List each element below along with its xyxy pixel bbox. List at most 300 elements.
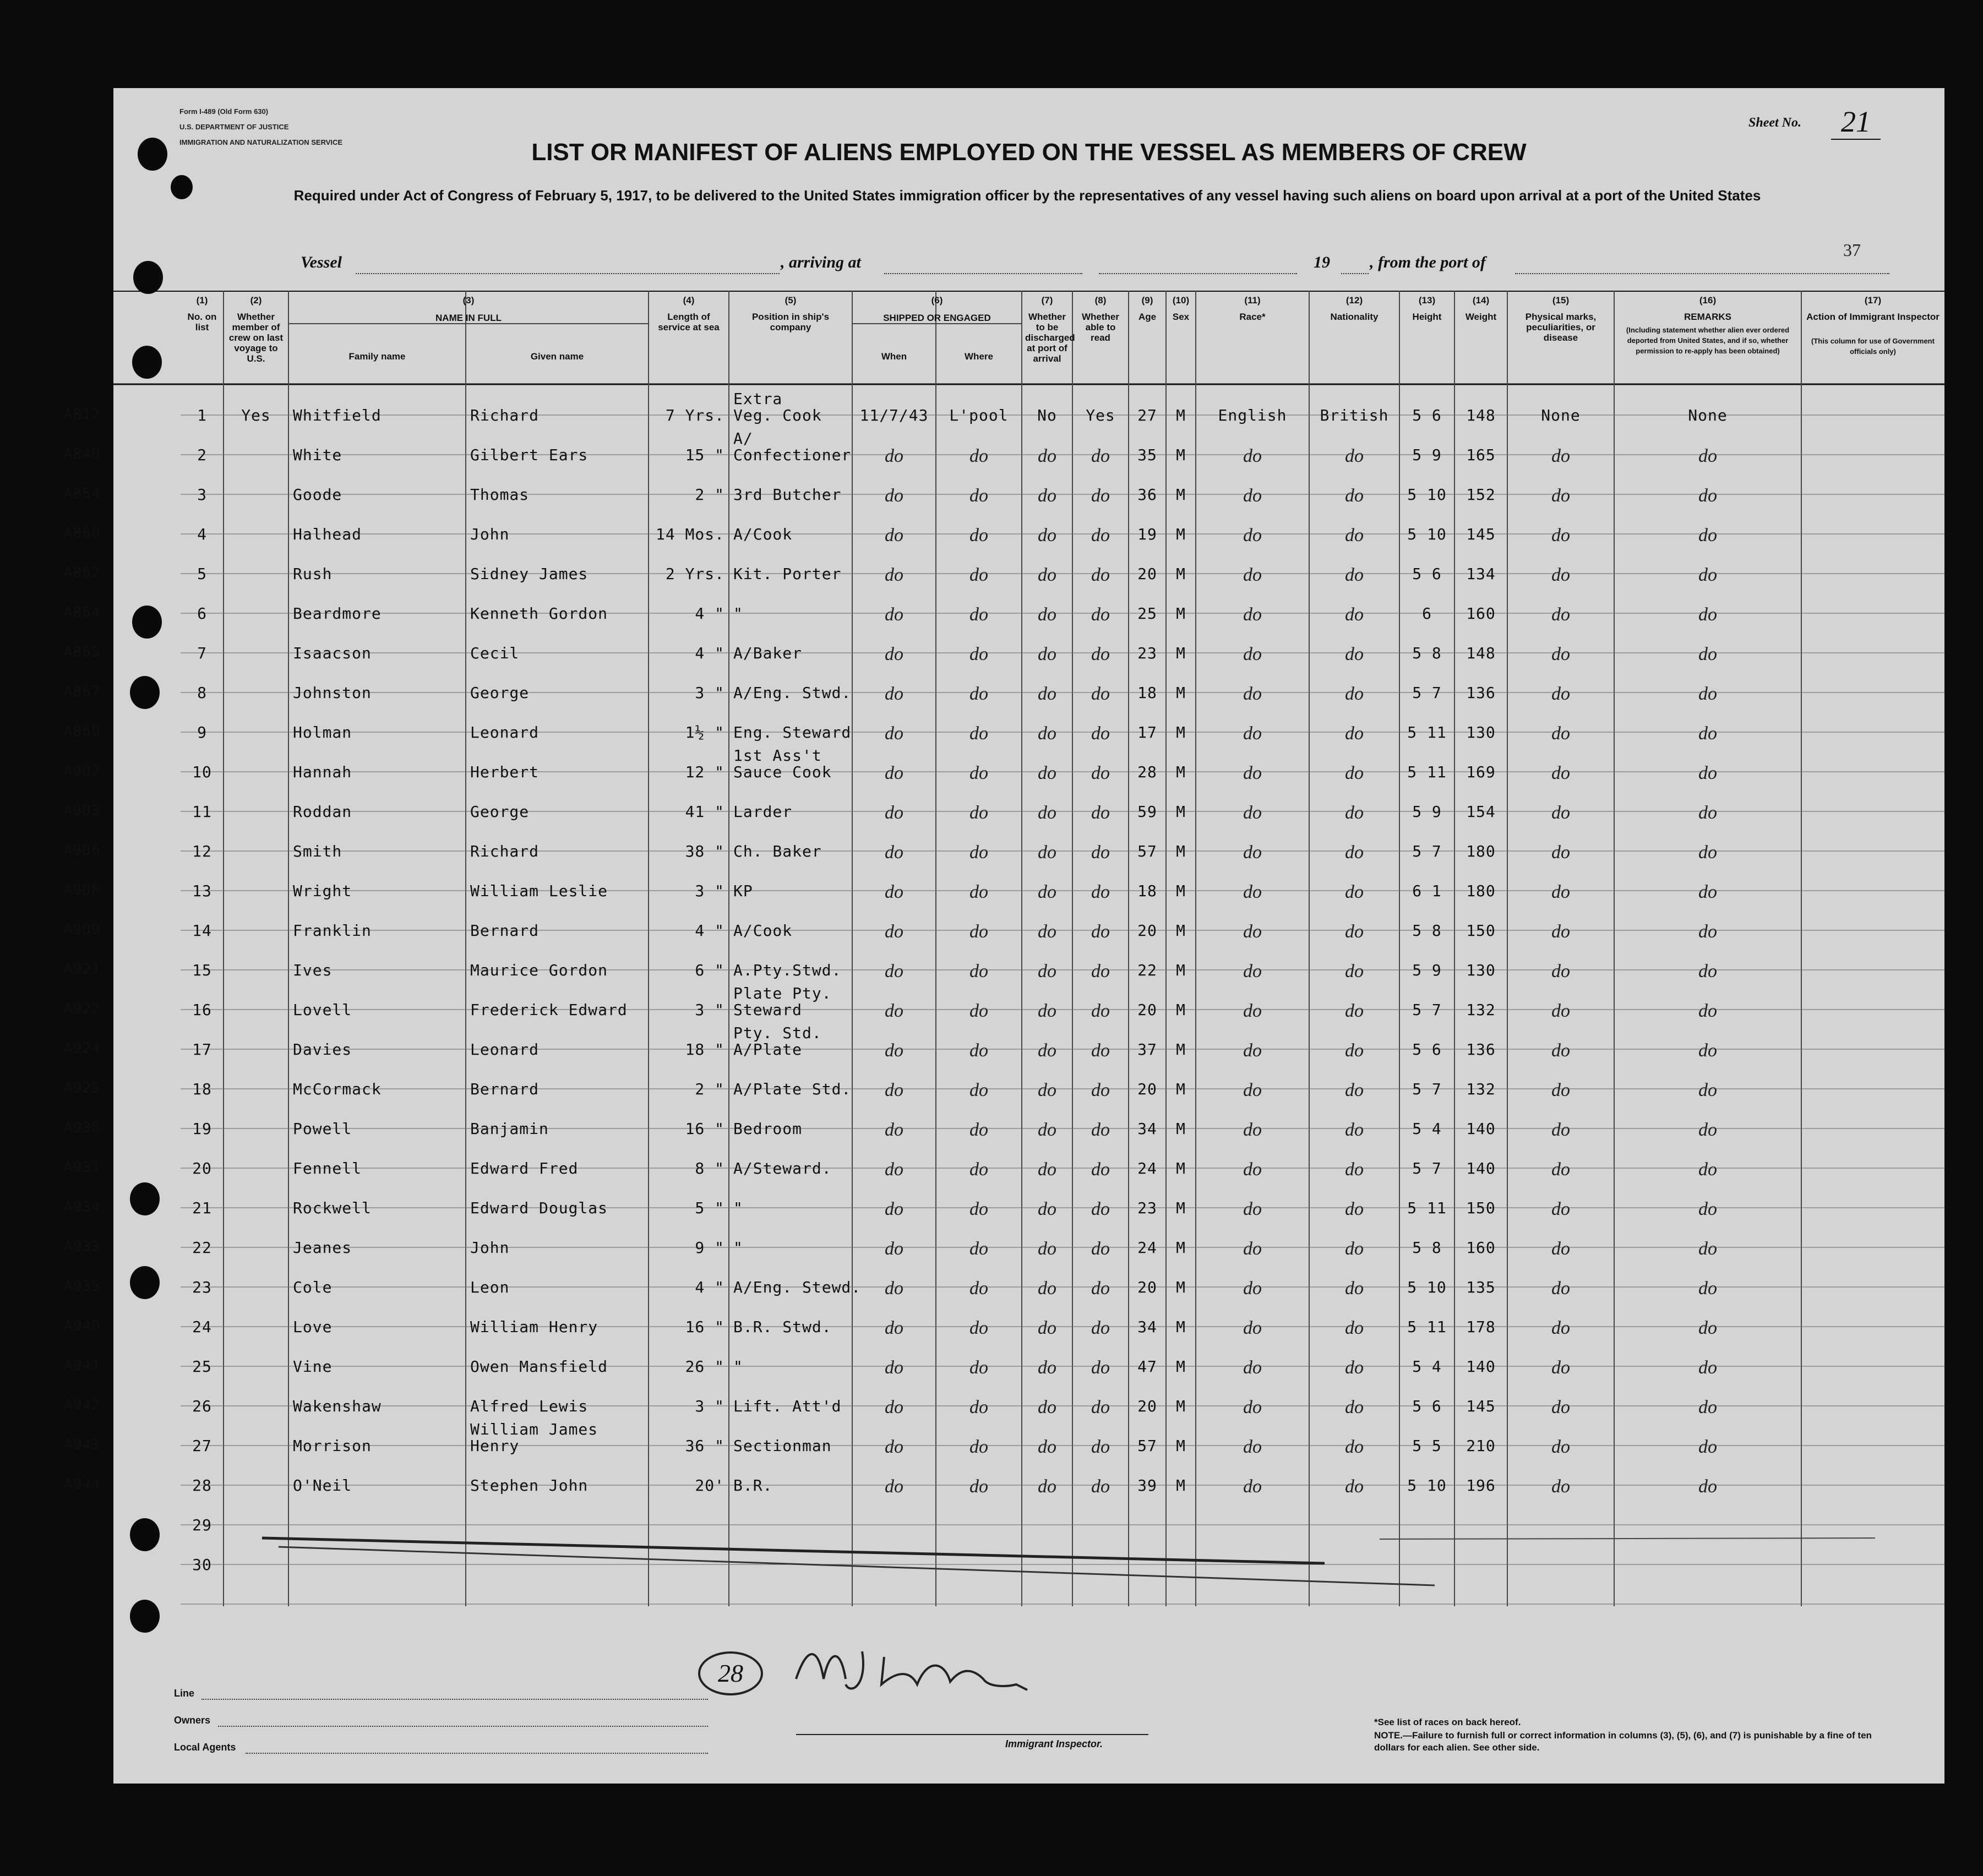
cell-given: Banjamin bbox=[470, 1120, 549, 1138]
cell-position: A.Pty.Stwd. bbox=[733, 961, 842, 979]
cell-age: 20 bbox=[1137, 1278, 1157, 1296]
cell-marks: do bbox=[1551, 723, 1570, 744]
cell-nat: do bbox=[1345, 1080, 1364, 1100]
cell-given: Thomas bbox=[470, 486, 530, 504]
cell-family: Beardmore bbox=[293, 604, 382, 623]
table-row bbox=[64, 984, 1944, 1029]
cell-weight: 130 bbox=[1466, 961, 1496, 979]
cell-prev: Yes bbox=[241, 406, 271, 424]
cell-where: do bbox=[969, 565, 988, 585]
cell-position: A/Steward. bbox=[733, 1159, 832, 1177]
cell-marks: do bbox=[1551, 1357, 1570, 1378]
cell-weight: 210 bbox=[1466, 1437, 1496, 1455]
cell-no: 30 bbox=[192, 1556, 212, 1574]
cell-id: A869 bbox=[64, 723, 101, 740]
cell-marks: do bbox=[1551, 882, 1570, 902]
cell-service: 3 " bbox=[695, 1001, 724, 1019]
cell-height: 6 1 bbox=[1412, 882, 1442, 900]
cell-when: 11/7/43 bbox=[859, 406, 929, 424]
cell-when: do bbox=[885, 763, 903, 783]
cell-service: 5 " bbox=[695, 1199, 724, 1217]
cell-age: 28 bbox=[1137, 763, 1157, 781]
cell-weight: 130 bbox=[1466, 723, 1496, 741]
cell-family: Powell bbox=[293, 1120, 352, 1138]
cell-read: do bbox=[1091, 1080, 1110, 1100]
cell-when: do bbox=[885, 604, 903, 625]
cell-age: 34 bbox=[1137, 1120, 1157, 1138]
cell-when: do bbox=[885, 1397, 903, 1417]
col-number-c16: (16) bbox=[1699, 295, 1717, 306]
col-number-c15: (15) bbox=[1552, 295, 1570, 306]
cell-height: 5 7 bbox=[1412, 842, 1442, 860]
table-row bbox=[64, 1346, 1944, 1386]
punch-hole bbox=[130, 1600, 160, 1633]
cell-id: A854 bbox=[64, 486, 101, 502]
cell-no: 23 bbox=[192, 1278, 212, 1296]
cell-race: do bbox=[1243, 842, 1262, 863]
cell-read: do bbox=[1091, 1001, 1110, 1021]
cell-where: do bbox=[969, 684, 988, 704]
col-label-c9: Age bbox=[1138, 312, 1157, 322]
col-label-c16: REMARKS bbox=[1684, 312, 1731, 322]
cell-remarks: do bbox=[1698, 1040, 1717, 1061]
cell-no: 16 bbox=[192, 1001, 212, 1019]
cell-no: 15 bbox=[192, 961, 212, 979]
cell-marks: do bbox=[1551, 921, 1570, 942]
cell-given: John bbox=[470, 525, 510, 543]
cell-sex: M bbox=[1176, 1001, 1186, 1019]
cell-no: 2 bbox=[197, 446, 207, 464]
cell-where: do bbox=[969, 1357, 988, 1378]
cell-family: Smith bbox=[293, 842, 342, 860]
cell-when: do bbox=[885, 1199, 903, 1219]
cell-remarks: do bbox=[1698, 486, 1717, 506]
cell-id: A942 bbox=[64, 1397, 101, 1414]
cell-where: do bbox=[969, 1318, 988, 1338]
table-row bbox=[64, 1188, 1944, 1228]
cell-nat: do bbox=[1345, 486, 1364, 506]
col-number-c12: (12) bbox=[1345, 295, 1363, 306]
cell-sex: M bbox=[1176, 803, 1186, 821]
cell-remarks: do bbox=[1698, 1199, 1717, 1219]
cell-sex: M bbox=[1176, 882, 1186, 900]
cell-given: Owen Mansfield bbox=[470, 1357, 608, 1376]
cell-nat: do bbox=[1345, 644, 1364, 664]
table-row bbox=[64, 871, 1944, 910]
cell-nat: do bbox=[1345, 1199, 1364, 1219]
cell-no: 14 bbox=[192, 921, 212, 940]
cell-position: Sectionman bbox=[733, 1437, 832, 1455]
cell-position: A/Plate Std. bbox=[733, 1080, 852, 1098]
cell-nat: do bbox=[1345, 604, 1364, 625]
cell-weight: 169 bbox=[1466, 763, 1496, 781]
cell-nat: do bbox=[1345, 1159, 1364, 1180]
cell-race: do bbox=[1243, 1120, 1262, 1140]
form-number: Form I-489 (Old Form 630) bbox=[179, 107, 269, 116]
cell-age: 20 bbox=[1137, 921, 1157, 940]
cell-id: A909 bbox=[64, 921, 101, 938]
sheet-number: 21 bbox=[1831, 105, 1881, 140]
cell-no: 27 bbox=[192, 1437, 212, 1455]
table-row bbox=[64, 633, 1944, 673]
cell-disch: do bbox=[1038, 1397, 1056, 1417]
cell-sex: M bbox=[1176, 565, 1186, 583]
cell-race: do bbox=[1243, 1437, 1262, 1457]
cell-sex: M bbox=[1176, 1437, 1186, 1455]
punch-hole bbox=[132, 346, 162, 379]
cell-weight: 140 bbox=[1466, 1357, 1496, 1376]
cell-service: 12 " bbox=[685, 763, 724, 781]
cell-position: KP bbox=[733, 882, 753, 900]
cell-nat: do bbox=[1345, 1278, 1364, 1299]
cell-where: do bbox=[969, 763, 988, 783]
cell-age: 19 bbox=[1137, 525, 1157, 543]
cell-given: John bbox=[470, 1239, 510, 1257]
cell-no: 11 bbox=[192, 803, 212, 821]
cell-marks: do bbox=[1551, 446, 1570, 466]
cell-disch: No bbox=[1037, 406, 1057, 424]
cell-weight: 136 bbox=[1466, 684, 1496, 702]
cell-sex: M bbox=[1176, 684, 1186, 702]
cell-disch: do bbox=[1038, 1278, 1056, 1299]
cell-height: 5 9 bbox=[1412, 446, 1442, 464]
cell-height: 5 7 bbox=[1412, 684, 1442, 702]
cell-family: White bbox=[293, 446, 342, 464]
cell-height: 5 4 bbox=[1412, 1357, 1442, 1376]
cell-no: 8 bbox=[197, 684, 207, 702]
cell-weight: 154 bbox=[1466, 803, 1496, 821]
table-row bbox=[64, 593, 1944, 633]
cell-service: 2 " bbox=[695, 1080, 724, 1098]
cell-family: Roddan bbox=[293, 803, 352, 821]
cell-given: William Leslie bbox=[470, 882, 608, 900]
table-row bbox=[64, 831, 1944, 871]
cell-weight: 134 bbox=[1466, 565, 1496, 583]
cell-weight: 140 bbox=[1466, 1120, 1496, 1138]
cell-where: L'pool bbox=[949, 406, 1009, 424]
cell-height: 5 6 bbox=[1412, 406, 1442, 424]
cell-service: 6 " bbox=[695, 961, 724, 979]
cell-age: 20 bbox=[1137, 565, 1157, 583]
cell-read: do bbox=[1091, 882, 1110, 902]
cell-race: do bbox=[1243, 684, 1262, 704]
table-row bbox=[64, 1109, 1944, 1148]
cell-remarks: None bbox=[1688, 406, 1728, 424]
table-row bbox=[64, 950, 1944, 990]
cell-age: 17 bbox=[1137, 723, 1157, 741]
cell-id: A812 bbox=[64, 406, 101, 423]
page-number: 37 bbox=[1843, 240, 1861, 260]
cell-age: 20 bbox=[1137, 1397, 1157, 1415]
cell-race: do bbox=[1243, 1476, 1262, 1497]
cell-marks: do bbox=[1551, 644, 1570, 664]
cell-position: Pty. Std. A/Plate bbox=[733, 1024, 822, 1059]
table-row bbox=[64, 910, 1944, 950]
cell-given: Edward Douglas bbox=[470, 1199, 608, 1217]
cell-id: A931 bbox=[64, 1159, 101, 1176]
cell-family: Rockwell bbox=[293, 1199, 372, 1217]
cell-given: Stephen John bbox=[470, 1476, 589, 1495]
col-label-c4: Length of service at sea bbox=[658, 312, 720, 332]
cell-given: William Henry bbox=[470, 1318, 598, 1336]
cell-age: 23 bbox=[1137, 1199, 1157, 1217]
punch-hole bbox=[130, 1518, 160, 1551]
cell-height: 5 7 bbox=[1412, 1159, 1442, 1177]
cell-where: do bbox=[969, 1001, 988, 1021]
cell-family: Rush bbox=[293, 565, 333, 583]
cell-marks: do bbox=[1551, 604, 1570, 625]
cell-height: 5 11 bbox=[1407, 1318, 1447, 1336]
cell-race: do bbox=[1243, 1397, 1262, 1417]
cell-id: A849 bbox=[64, 446, 101, 462]
cell-family: Fennell bbox=[293, 1159, 362, 1177]
cell-age: 37 bbox=[1137, 1040, 1157, 1059]
cell-id: A922 bbox=[64, 1001, 101, 1017]
cell-remarks: do bbox=[1698, 565, 1717, 585]
cell-sex: M bbox=[1176, 446, 1186, 464]
cell-disch: do bbox=[1038, 1120, 1056, 1140]
cell-read: do bbox=[1091, 1159, 1110, 1180]
cell-remarks: do bbox=[1698, 1278, 1717, 1299]
cell-no: 1 bbox=[197, 406, 207, 424]
cell-weight: 150 bbox=[1466, 1199, 1496, 1217]
table-row bbox=[64, 673, 1944, 712]
cell-when: do bbox=[885, 565, 903, 585]
cell-sex: M bbox=[1176, 1318, 1186, 1336]
cell-family: O'Neil bbox=[293, 1476, 352, 1495]
cell-remarks: do bbox=[1698, 1239, 1717, 1259]
cell-position: Eng. Steward bbox=[733, 723, 852, 741]
cell-given: Alfred Lewis bbox=[470, 1397, 589, 1415]
cell-disch: do bbox=[1038, 842, 1056, 863]
cell-no: 29 bbox=[192, 1516, 212, 1534]
cell-nat: do bbox=[1345, 1120, 1364, 1140]
cell-service: 16 " bbox=[685, 1318, 724, 1336]
cell-family: Vine bbox=[293, 1357, 333, 1376]
cell-sex: M bbox=[1176, 1120, 1186, 1138]
cell-nat: do bbox=[1345, 1040, 1364, 1061]
cell-remarks: do bbox=[1698, 1159, 1717, 1180]
cell-given: William James Henry bbox=[470, 1420, 598, 1455]
cell-marks: do bbox=[1551, 1278, 1570, 1299]
cell-weight: 132 bbox=[1466, 1001, 1496, 1019]
cell-sex: M bbox=[1176, 604, 1186, 623]
cell-id: A902 bbox=[64, 763, 101, 779]
cell-marks: do bbox=[1551, 1397, 1570, 1417]
cell-when: do bbox=[885, 803, 903, 823]
col-number-c14: (14) bbox=[1472, 295, 1490, 306]
cell-age: 35 bbox=[1137, 446, 1157, 464]
cell-remarks: do bbox=[1698, 684, 1717, 704]
cell-when: do bbox=[885, 525, 903, 546]
agents-label: Local Agents bbox=[174, 1742, 236, 1753]
cell-given: Leonard bbox=[470, 1040, 540, 1059]
cell-height: 5 11 bbox=[1407, 1199, 1447, 1217]
vessel-label: Vessel bbox=[301, 253, 342, 271]
cell-position: B.R. Stwd. bbox=[733, 1318, 832, 1336]
cell-where: do bbox=[969, 525, 988, 546]
cell-family: Franklin bbox=[293, 921, 372, 940]
cell-sex: M bbox=[1176, 961, 1186, 979]
cell-family: Isaacson bbox=[293, 644, 372, 662]
cell-age: 27 bbox=[1137, 406, 1157, 424]
cell-marks: do bbox=[1551, 1040, 1570, 1061]
cell-where: do bbox=[969, 723, 988, 744]
cell-race: do bbox=[1243, 446, 1262, 466]
cell-disch: do bbox=[1038, 1318, 1056, 1338]
cell-id: A903 bbox=[64, 803, 101, 819]
line-blank bbox=[201, 1699, 708, 1700]
cell-where: do bbox=[969, 961, 988, 981]
cell-height: 5 7 bbox=[1412, 1080, 1442, 1098]
cell-race: do bbox=[1243, 1001, 1262, 1021]
cell-service: 20' bbox=[695, 1476, 724, 1495]
cell-family: Morrison bbox=[293, 1437, 372, 1455]
form-title: LIST OR MANIFEST OF ALIENS EMPLOYED ON THE VESSEL AS MEMBERS OF CREW bbox=[531, 139, 1527, 166]
cell-age: 23 bbox=[1137, 644, 1157, 662]
cell-given: Frederick Edward bbox=[470, 1001, 628, 1019]
cell-when: do bbox=[885, 486, 903, 506]
cell-read: do bbox=[1091, 565, 1110, 585]
cell-when: do bbox=[885, 1080, 903, 1100]
cell-where: do bbox=[969, 604, 988, 625]
arriving-blank bbox=[884, 273, 1082, 274]
cell-read: do bbox=[1091, 1318, 1110, 1338]
cell-sex: M bbox=[1176, 1159, 1186, 1177]
cell-when: do bbox=[885, 1476, 903, 1497]
cell-read: do bbox=[1091, 1476, 1110, 1497]
cell-position: A/ Confectioner bbox=[733, 429, 852, 464]
col-label-c3: NAME IN FULL bbox=[435, 313, 502, 323]
cell-no: 24 bbox=[192, 1318, 212, 1336]
cell-disch: do bbox=[1038, 604, 1056, 625]
col-number-c8: (8) bbox=[1094, 295, 1107, 306]
cell-disch: do bbox=[1038, 1159, 1056, 1180]
cell-family: Ives bbox=[293, 961, 333, 979]
cell-when: do bbox=[885, 1159, 903, 1180]
cell-when: do bbox=[885, 921, 903, 942]
col-label-c10: Sex bbox=[1172, 312, 1190, 322]
cell-remarks: do bbox=[1698, 803, 1717, 823]
cell-when: do bbox=[885, 723, 903, 744]
cell-where: do bbox=[969, 1159, 988, 1180]
cell-race: English bbox=[1218, 406, 1287, 424]
cell-given: Bernard bbox=[470, 1080, 540, 1098]
cell-age: 24 bbox=[1137, 1239, 1157, 1257]
col-number-c1: (1) bbox=[196, 295, 208, 306]
cell-race: do bbox=[1243, 1159, 1262, 1180]
cell-id: A944 bbox=[64, 1476, 101, 1493]
cell-family: McCormack bbox=[293, 1080, 382, 1098]
punch-hole bbox=[130, 1182, 160, 1215]
cell-marks: do bbox=[1551, 1120, 1570, 1140]
cell-read: Yes bbox=[1086, 406, 1115, 424]
cell-family: Wright bbox=[293, 882, 352, 900]
cell-when: do bbox=[885, 1001, 903, 1021]
cell-race: do bbox=[1243, 565, 1262, 585]
cell-marks: do bbox=[1551, 565, 1570, 585]
cell-given: Leonard bbox=[470, 723, 540, 741]
cell-remarks: do bbox=[1698, 1437, 1717, 1457]
cell-nat: do bbox=[1345, 1357, 1364, 1378]
cell-race: do bbox=[1243, 1080, 1262, 1100]
cell-height: 5 10 bbox=[1407, 1278, 1447, 1296]
cell-id: A934 bbox=[64, 1199, 101, 1215]
cell-weight: 152 bbox=[1466, 486, 1496, 504]
cell-read: do bbox=[1091, 446, 1110, 466]
cell-nat: do bbox=[1345, 446, 1364, 466]
cell-weight: 196 bbox=[1466, 1476, 1496, 1495]
cell-family: Goode bbox=[293, 486, 342, 504]
cell-age: 59 bbox=[1137, 803, 1157, 821]
cell-read: do bbox=[1091, 803, 1110, 823]
cell-family: Johnston bbox=[293, 684, 372, 702]
cell-marks: do bbox=[1551, 1080, 1570, 1100]
cell-race: do bbox=[1243, 1278, 1262, 1299]
cell-marks: do bbox=[1551, 525, 1570, 546]
cell-when: do bbox=[885, 1239, 903, 1259]
cell-when: do bbox=[885, 1278, 903, 1299]
cell-when: do bbox=[885, 1357, 903, 1378]
cell-given: Leon bbox=[470, 1278, 510, 1296]
cell-service: 9 " bbox=[695, 1239, 724, 1257]
cell-race: do bbox=[1243, 1357, 1262, 1378]
cell-weight: 136 bbox=[1466, 1040, 1496, 1059]
cell-sex: M bbox=[1176, 763, 1186, 781]
cell-remarks: do bbox=[1698, 604, 1717, 625]
cell-race: do bbox=[1243, 882, 1262, 902]
service: IMMIGRATION AND NATURALIZATION SERVICE bbox=[179, 138, 343, 146]
col-label-c8: Whether able to read bbox=[1082, 312, 1119, 343]
inspector-label: Immigrant Inspector. bbox=[1005, 1738, 1103, 1749]
cell-read: do bbox=[1091, 1397, 1110, 1417]
cell-marks: None bbox=[1541, 406, 1581, 424]
cell-remarks: do bbox=[1698, 961, 1717, 981]
cell-race: do bbox=[1243, 525, 1262, 546]
cell-service: 8 " bbox=[695, 1159, 724, 1177]
cell-marks: do bbox=[1551, 1159, 1570, 1180]
cell-disch: do bbox=[1038, 1080, 1056, 1100]
arriving-label: , arriving at bbox=[781, 253, 861, 271]
col-given-name: Given name bbox=[530, 351, 584, 362]
cell-weight: 145 bbox=[1466, 525, 1496, 543]
cell-age: 36 bbox=[1137, 486, 1157, 504]
cell-height: 5 11 bbox=[1407, 763, 1447, 781]
cell-service: 4 " bbox=[695, 921, 724, 940]
cell-disch: do bbox=[1038, 446, 1056, 466]
cell-height: 5 4 bbox=[1412, 1120, 1442, 1138]
table-row bbox=[64, 1307, 1944, 1346]
cell-weight: 140 bbox=[1466, 1159, 1496, 1177]
cell-service: 4 " bbox=[695, 644, 724, 662]
table-row bbox=[64, 554, 1944, 593]
cell-sex: M bbox=[1176, 406, 1186, 424]
cell-sex: M bbox=[1176, 525, 1186, 543]
cell-no: 19 bbox=[192, 1120, 212, 1138]
cell-read: do bbox=[1091, 486, 1110, 506]
col-shipped-when: When bbox=[881, 351, 907, 362]
cell-remarks: do bbox=[1698, 921, 1717, 942]
cell-read: do bbox=[1091, 1357, 1110, 1378]
cell-marks: do bbox=[1551, 961, 1570, 981]
cell-read: do bbox=[1091, 1040, 1110, 1061]
cell-where: do bbox=[969, 803, 988, 823]
table-row bbox=[64, 1148, 1944, 1188]
cell-no: 20 bbox=[192, 1159, 212, 1177]
cell-position: " bbox=[733, 1199, 743, 1217]
cell-marks: do bbox=[1551, 842, 1570, 863]
cell-race: do bbox=[1243, 763, 1262, 783]
